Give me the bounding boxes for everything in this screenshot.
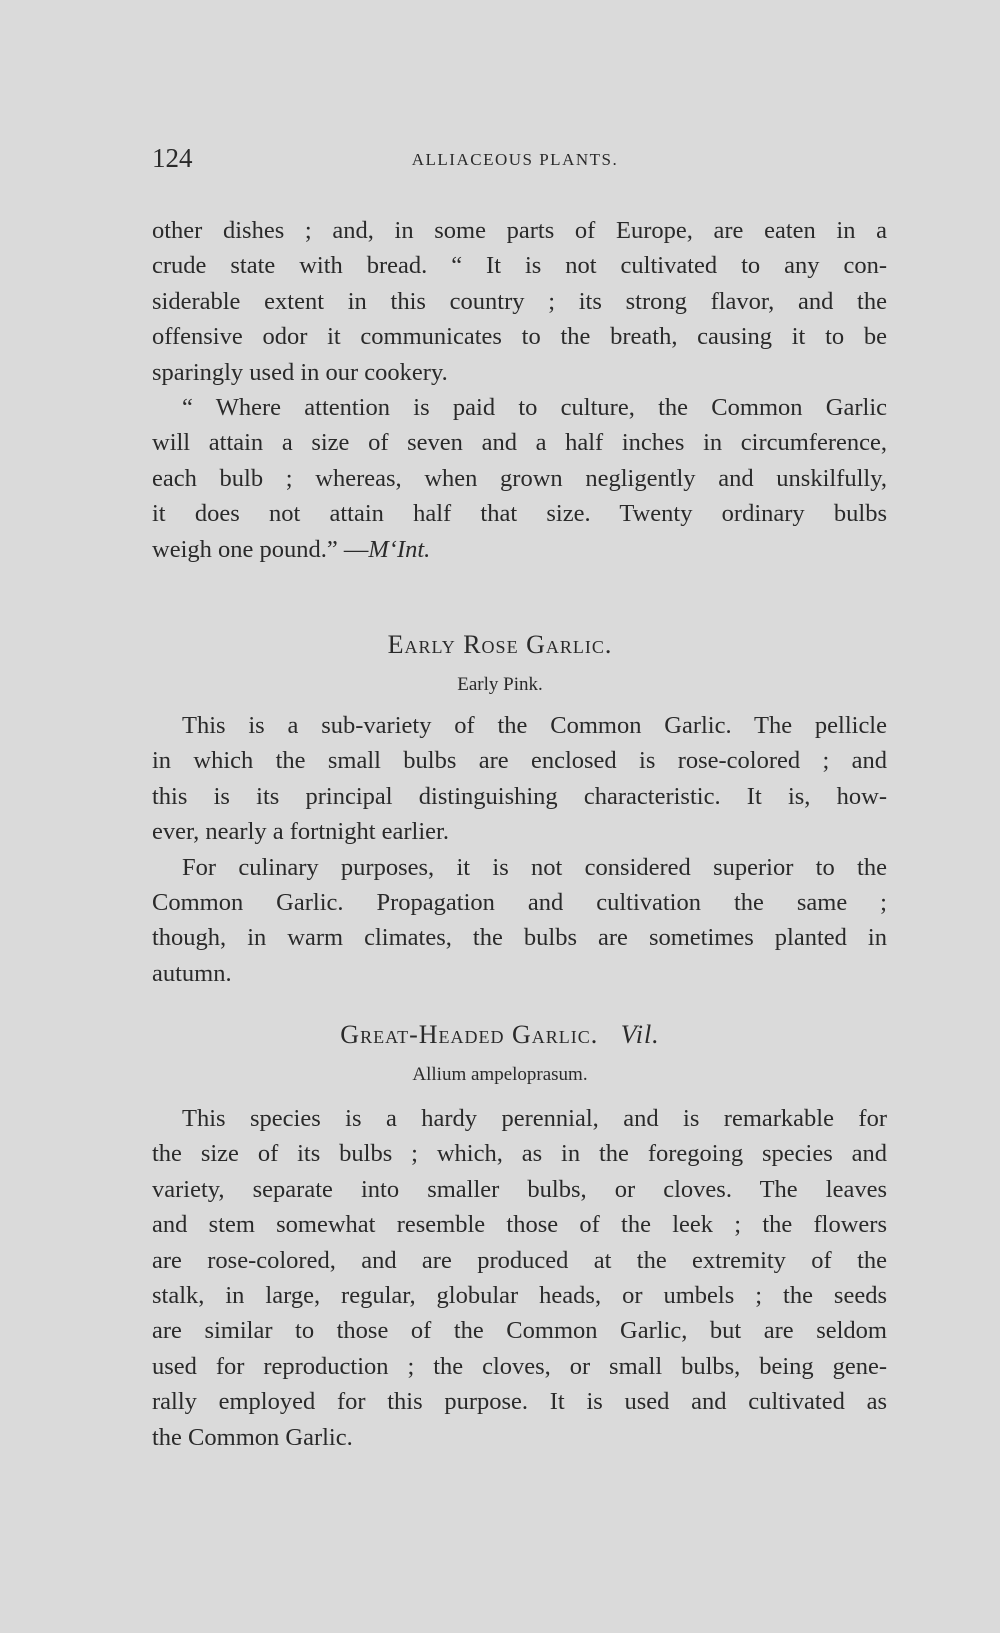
text-line: in which the small bulbs are enclosed is rose-colored ; and bbox=[152, 747, 887, 775]
text-line: rally employed for this purpose. It is used and cultivated as bbox=[152, 1388, 887, 1416]
text-line: it does not attain half that size. Twenty ordinary bulbs bbox=[152, 500, 887, 528]
text-line: sparingly used in our cookery. bbox=[152, 358, 448, 386]
text-line: used for reproduction ; the cloves, or small bulbs, being gene- bbox=[152, 1352, 887, 1380]
page-number: 124 bbox=[152, 143, 193, 173]
text-line: This is a sub-variety of the Common Garlic. The pellicle bbox=[182, 712, 887, 739]
text-line: are rose-colored, and are produced at the extremity of the bbox=[152, 1246, 887, 1274]
intro-text bbox=[152, 213, 887, 567]
early-rose-text bbox=[152, 708, 887, 991]
text-line bbox=[152, 532, 887, 567]
text-line: For culinary purposes, it is not considered superior to the bbox=[182, 853, 887, 881]
text-line: “ Where attention is paid to culture, the Common Garlic bbox=[182, 393, 887, 421]
text-fragment: weigh one pound.” — bbox=[152, 535, 369, 563]
section-heading-early-rose-garlic: Early Rose Garlic. bbox=[387, 630, 613, 659]
section-subtitle: Early Pink. bbox=[457, 674, 543, 695]
text-line: will attain a size of seven and a half inches in circumference, bbox=[152, 429, 887, 457]
text-line: the size of its bulbs ; which, as in the foregoing species and bbox=[152, 1140, 887, 1168]
text-line: stalk, in large, regular, globular heads, or umbels ; the seeds bbox=[152, 1281, 887, 1309]
text-line: other dishes ; and, in some parts of Europe, are eaten in a bbox=[152, 217, 887, 244]
text-line: variety, separate into smaller bulbs, or cloves. The leaves bbox=[152, 1175, 887, 1203]
text-line: crude state with bread. “ It is not cultivated to any con- bbox=[152, 252, 887, 280]
text-line: are similar to those of the Common Garlic, but are seldom bbox=[152, 1317, 887, 1345]
text-line: the Common Garlic. bbox=[152, 1423, 353, 1451]
text-line: This species is a hardy perennial, and is remarkable for bbox=[182, 1105, 887, 1132]
text-line: ever, nearly a fortnight earlier. bbox=[152, 818, 449, 846]
text-line: autumn. bbox=[152, 959, 232, 987]
text-line: though, in warm climates, the bulbs are sometimes planted in bbox=[152, 924, 887, 952]
text-line: offensive odor it communicates to the breath, causing it to be bbox=[152, 323, 887, 351]
section-subtitle: Allium ampeloprasum. bbox=[412, 1064, 588, 1085]
attribution: M‘Int. bbox=[368, 535, 431, 563]
text-line: this is its principal distinguishing characteristic. It is, how- bbox=[152, 782, 887, 810]
section-heading-great-headed-garlic bbox=[0, 1020, 1000, 1050]
text-line: Common Garlic. Propagation and cultivation the same ; bbox=[152, 888, 887, 916]
great-headed-text bbox=[152, 1101, 887, 1455]
heading-text: Great-Headed Garlic. bbox=[340, 1020, 599, 1049]
text-line: siderable extent in this country ; its strong flavor, and the bbox=[152, 287, 887, 315]
text-line: and stem somewhat resemble those of the leek ; the flowers bbox=[152, 1211, 887, 1239]
heading-note: Vil. bbox=[620, 1020, 660, 1049]
running-title: ALLIACEOUS PLANTS. bbox=[411, 150, 619, 169]
text-line: each bulb ; whereas, when grown negligently and unskilfully, bbox=[152, 464, 887, 492]
